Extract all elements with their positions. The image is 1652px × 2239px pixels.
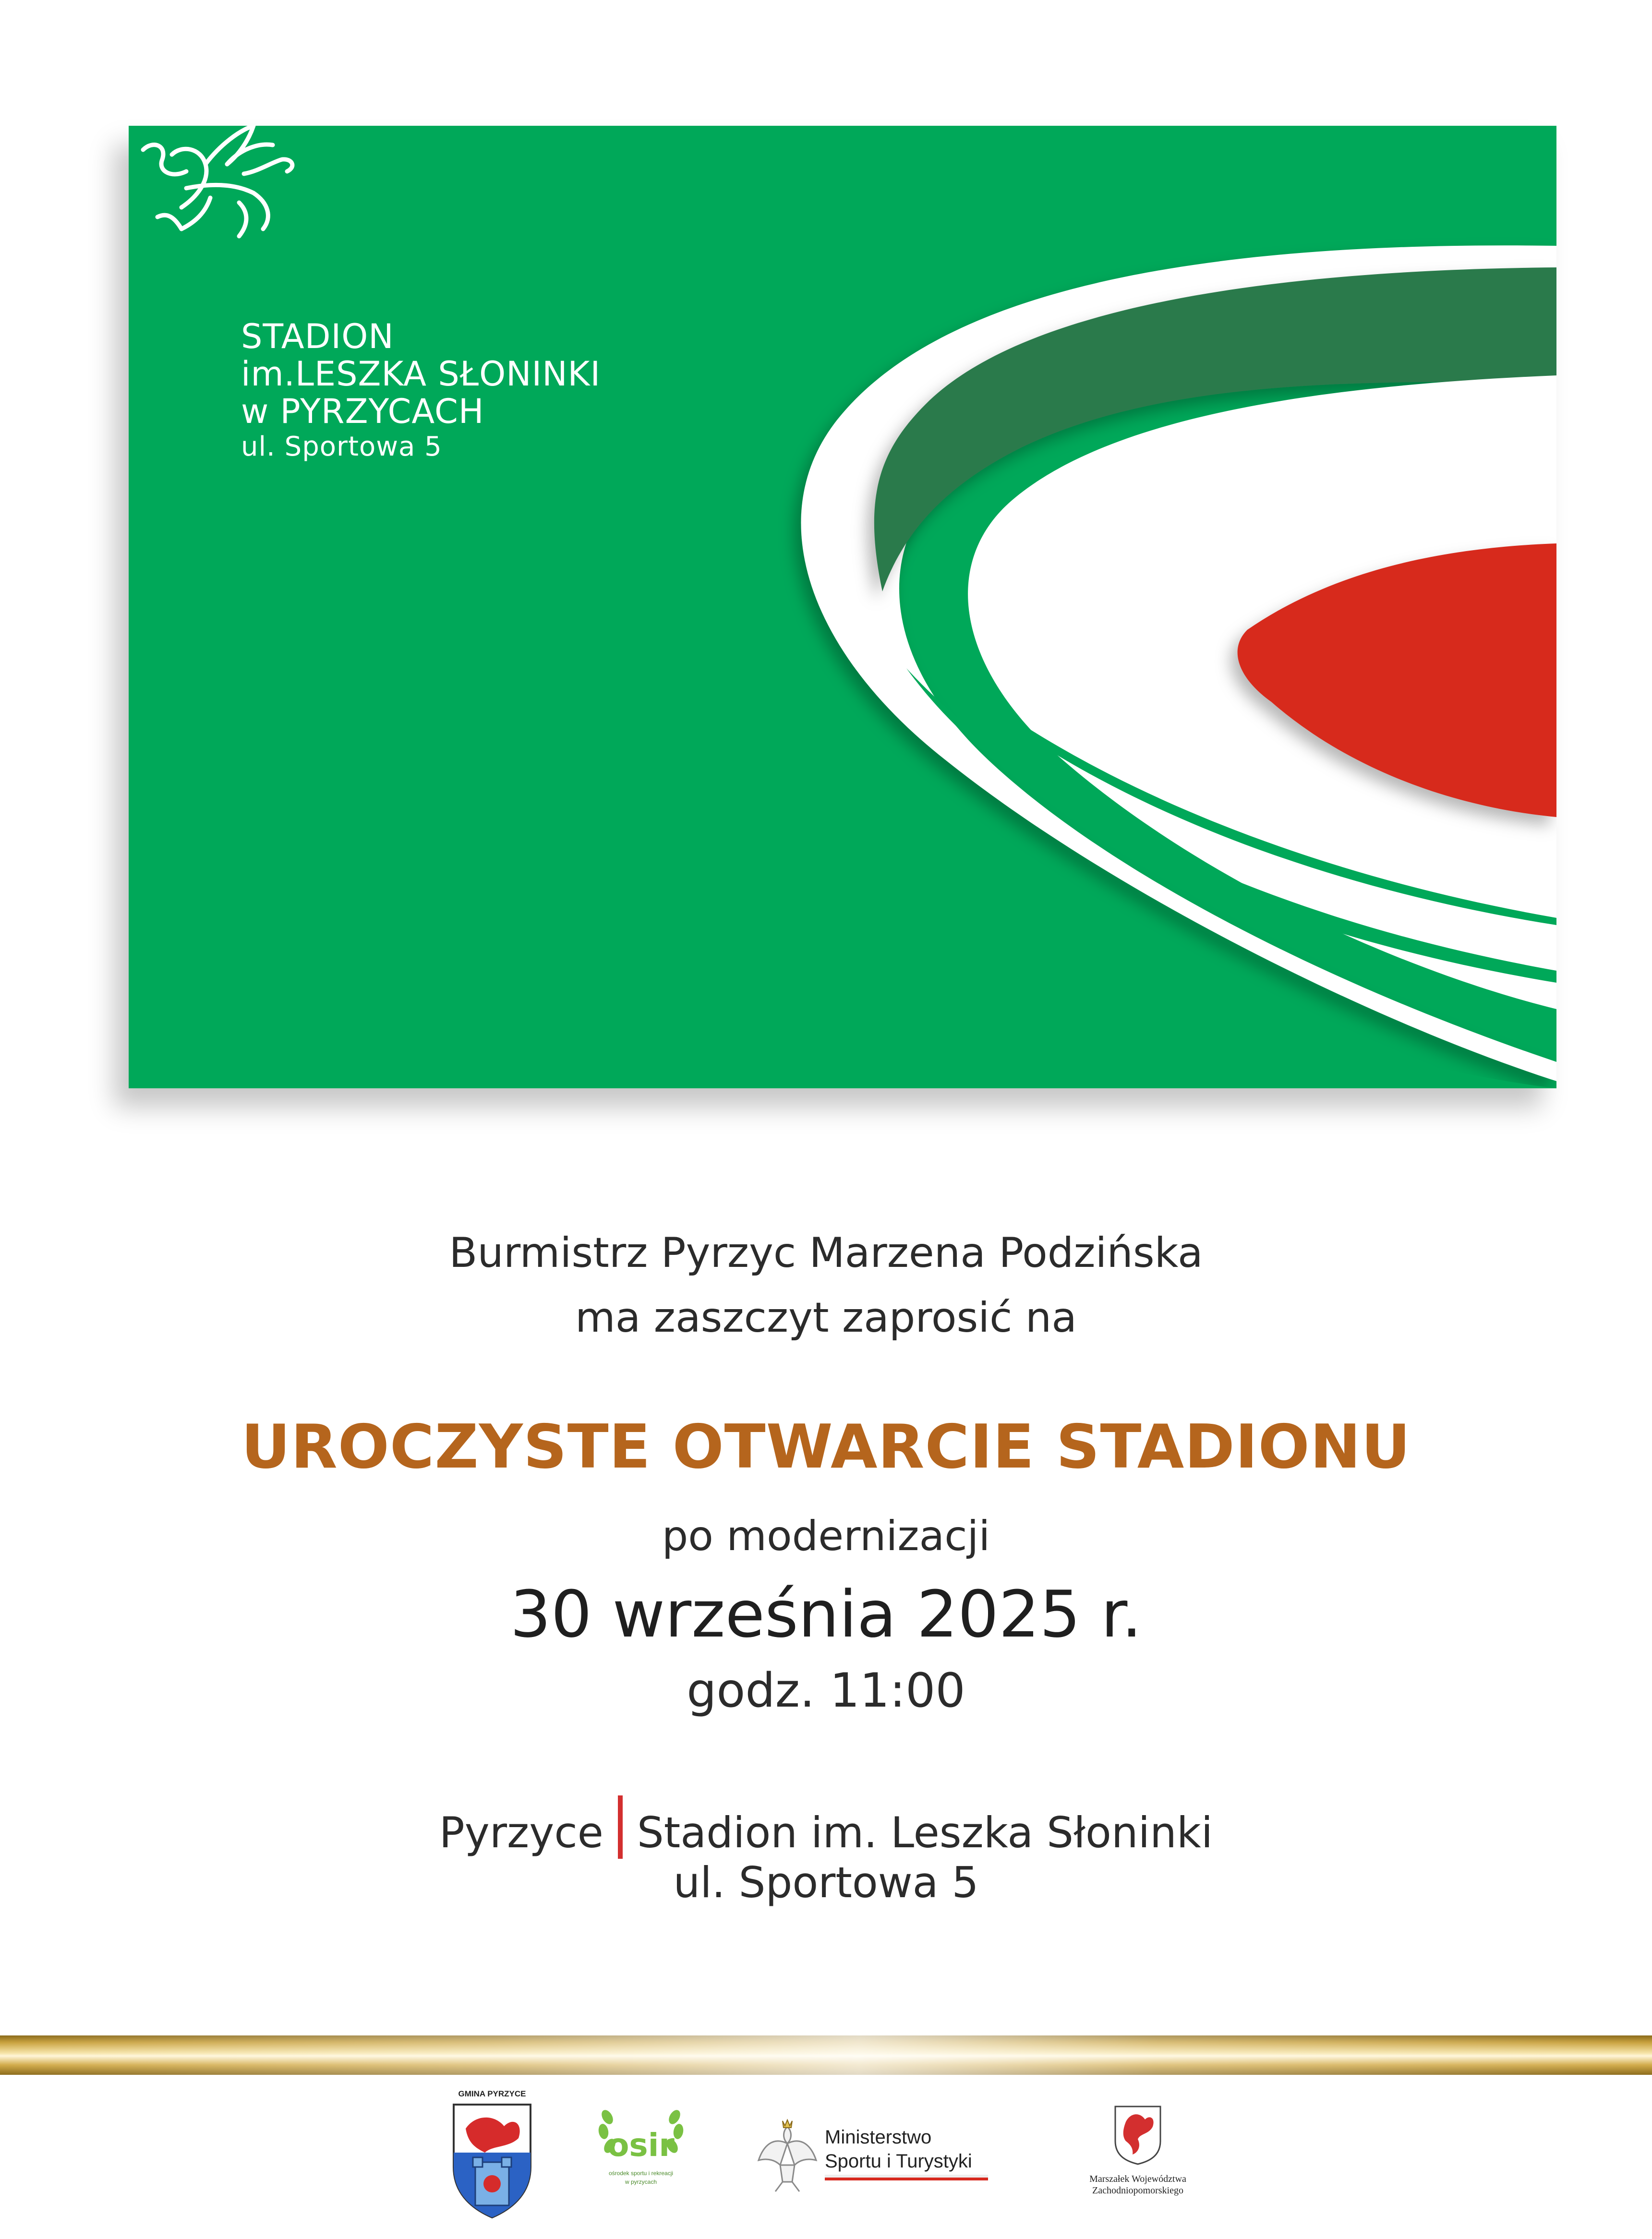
marszalek-line1: Marszałek Województwa <box>1089 2174 1186 2184</box>
ministry-line2: Sportu i Turystyki <box>825 2151 972 2172</box>
venue-line <box>0 1795 1652 1859</box>
white-eagle-icon <box>754 2117 821 2194</box>
ministry-flag-stripe <box>825 2178 988 2180</box>
event-date: 30 września 2025 r. <box>510 1577 1142 1652</box>
ministry-line1: Ministerstwo <box>825 2127 932 2148</box>
venue-city: Pyrzyce <box>439 1808 603 1857</box>
red-separator <box>618 1795 623 1859</box>
marszalek-logo <box>1066 2103 1210 2208</box>
banner-address: ul. Sportowa 5 <box>241 431 442 462</box>
gmina-pyrzyce-logo <box>446 2089 538 2219</box>
ministry-flag-stripe-white <box>825 2175 988 2178</box>
osir-subtitle-2: w pyrzycach <box>625 2179 657 2185</box>
gmina-label: GMINA PYRZYCE <box>458 2089 526 2098</box>
marszalek-line2: Zachodniopomorskiego <box>1092 2185 1183 2196</box>
event-title: UROCZYSTE OTWARCIE STADIONU <box>241 1411 1411 1482</box>
invite-line: ma zaszczyt zaprosić na <box>575 1294 1077 1342</box>
osir-subtitle-1: ośrodek sportu i rekreacji <box>608 2170 674 2177</box>
gold-divider <box>0 2035 1652 2075</box>
banner-name: im.LESZKA SŁONINKI <box>241 354 601 394</box>
pomeranian-griffin-crest-icon <box>1111 2103 1164 2165</box>
osir-logo <box>593 2103 689 2203</box>
osir-wordmark: osir <box>607 2127 675 2164</box>
banner-graphic <box>129 126 1556 1088</box>
stadium-banner <box>129 126 1556 1088</box>
banner-city: w PYRZYCACH <box>241 392 484 431</box>
event-subtitle: po modernizacji <box>662 1512 990 1560</box>
venue-street: ul. Sportowa 5 <box>673 1858 979 1907</box>
ministry-logo <box>754 2117 1003 2199</box>
banner-title: STADION <box>241 317 394 356</box>
event-time: godz. 11:00 <box>687 1663 965 1718</box>
venue-name: Stadion im. Leszka Słoninki <box>637 1808 1213 1857</box>
pyrzyce-crest-icon <box>446 2100 538 2220</box>
host-line: Burmistrz Pyrzyc Marzena Podzińska <box>449 1229 1203 1277</box>
griffin-icon <box>129 126 306 241</box>
